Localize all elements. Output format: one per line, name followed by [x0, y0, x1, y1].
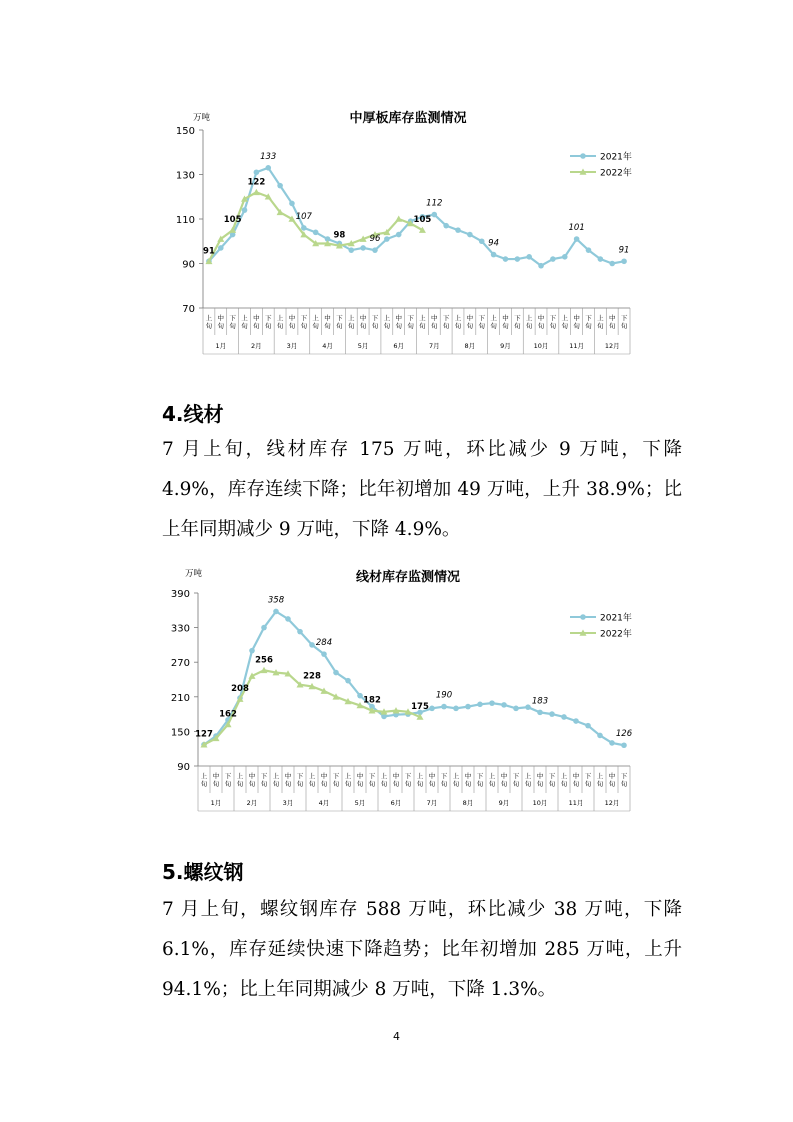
y-tick-label: 330 — [170, 623, 190, 635]
period-label: 中旬 — [217, 314, 225, 330]
month-label: 2月 — [246, 799, 258, 807]
legend-label: 2022年 — [600, 168, 632, 179]
data-point — [467, 232, 473, 238]
data-label: 256 — [255, 655, 273, 666]
data-label: 91 — [203, 246, 215, 257]
section-title-wire: 4.线材 — [162, 402, 224, 426]
data-point — [491, 252, 497, 258]
data-point — [265, 165, 271, 171]
period-label: 下旬 — [548, 772, 556, 788]
period-label: 中旬 — [392, 772, 400, 788]
period-label: 上旬 — [454, 314, 462, 330]
period-label: 下旬 — [371, 314, 379, 330]
period-label: 下旬 — [229, 314, 236, 330]
data-label: 105 — [223, 215, 242, 226]
data-point — [443, 223, 449, 229]
period-label: 上旬 — [344, 772, 352, 788]
period-label: 上旬 — [380, 772, 388, 788]
data-label: 96 — [369, 234, 381, 245]
period-label: 下旬 — [440, 772, 448, 788]
month-label: 7月 — [426, 799, 438, 807]
y-tick-label: 390 — [170, 589, 190, 600]
period-label: 下旬 — [264, 314, 272, 330]
period-label: 中旬 — [573, 314, 580, 330]
month-label: 5月 — [354, 799, 366, 807]
period-label: 中旬 — [356, 772, 364, 788]
data-label: 358 — [267, 595, 285, 606]
data-label: 183 — [531, 696, 549, 707]
period-label: 中旬 — [466, 314, 474, 330]
period-label: 上旬 — [272, 772, 280, 788]
month-label: 11月 — [568, 799, 584, 807]
legend-label: 2021年 — [600, 613, 632, 624]
series-line — [204, 611, 624, 745]
data-label: 107 — [295, 211, 312, 222]
period-label: 上旬 — [560, 772, 568, 788]
data-label: 190 — [435, 690, 453, 701]
data-point — [277, 183, 283, 189]
data-point — [609, 261, 615, 267]
data-point — [525, 704, 531, 710]
period-label: 下旬 — [296, 772, 304, 788]
data-point — [455, 227, 461, 233]
data-point — [372, 247, 378, 253]
month-label: 10月 — [532, 799, 548, 807]
data-label: 182 — [363, 695, 381, 706]
period-label: 下旬 — [407, 314, 414, 330]
data-label: 126 — [615, 729, 633, 740]
period-label: 上旬 — [488, 772, 496, 788]
month-label: 6月 — [393, 342, 405, 350]
data-label: 94 — [488, 238, 500, 249]
y-axis-unit: 万吨 — [185, 569, 203, 579]
data-point — [309, 642, 315, 648]
month-label: 4月 — [318, 799, 330, 807]
chart-title: 中厚板库存监测情况 — [349, 111, 467, 126]
period-label: 下旬 — [620, 772, 628, 788]
data-point — [549, 711, 555, 717]
data-point — [598, 256, 604, 262]
legend-label: 2022年 — [600, 629, 632, 640]
data-point — [573, 718, 579, 724]
y-tick-label: 90 — [182, 259, 195, 271]
period-label: 中旬 — [284, 772, 292, 788]
period-label: 下旬 — [442, 314, 450, 330]
period-label: 下旬 — [224, 772, 232, 788]
y-tick-label: 270 — [170, 658, 190, 670]
y-tick-label: 110 — [175, 215, 195, 226]
month-label: 5月 — [357, 342, 369, 350]
period-label: 上旬 — [308, 772, 316, 788]
data-point — [273, 609, 279, 615]
data-point — [621, 742, 627, 748]
data-point — [429, 706, 435, 712]
period-label: 上旬 — [236, 772, 244, 788]
period-label: 下旬 — [549, 314, 557, 330]
period-label: 上旬 — [276, 314, 284, 330]
period-label: 上旬 — [205, 314, 213, 330]
data-label: 208 — [231, 684, 249, 695]
period-label: 上旬 — [348, 314, 355, 330]
period-label: 中旬 — [324, 314, 331, 330]
legend-marker — [580, 153, 586, 159]
data-point — [621, 258, 627, 264]
data-point — [562, 254, 568, 260]
legend-label: 2021年 — [600, 152, 632, 163]
period-label: 上旬 — [597, 314, 604, 330]
y-tick-label: 90 — [177, 762, 190, 773]
period-label: 下旬 — [476, 772, 484, 788]
data-label: 101 — [568, 223, 585, 234]
period-label: 中旬 — [359, 314, 367, 330]
wire-inventory-chart — [0, 560, 793, 815]
y-tick-label: 70 — [182, 304, 195, 315]
period-label: 中旬 — [248, 772, 256, 788]
month-label: 3月 — [286, 342, 298, 350]
data-point — [561, 714, 567, 720]
data-point — [297, 629, 303, 635]
data-label: 133 — [260, 151, 277, 162]
data-point — [218, 245, 224, 251]
data-point — [477, 701, 483, 707]
month-label: 9月 — [498, 799, 510, 807]
y-tick-label: 210 — [170, 692, 190, 704]
chart-title: 线材库存监测情况 — [355, 570, 461, 585]
month-label: 12月 — [604, 799, 620, 807]
period-label: 中旬 — [253, 314, 260, 330]
period-label: 下旬 — [404, 772, 412, 788]
data-point — [503, 256, 509, 262]
period-label: 上旬 — [596, 772, 604, 788]
data-point — [609, 740, 615, 746]
period-label: 上旬 — [525, 314, 533, 330]
data-point — [479, 238, 485, 244]
period-label: 下旬 — [585, 314, 592, 330]
data-label: 91 — [618, 245, 630, 256]
y-axis-unit: 万吨 — [193, 113, 211, 123]
data-point — [396, 232, 402, 238]
rebar-paragraph: 7 月上旬，螺纹钢库存 588 万吨，环比减少 38 万吨，下降 6.1%，库存延续快速下降趋势；比年初增加 285 万吨，上升 94.1%；比上年同期减少 8 万吨，下降 1.3%。 — [162, 899, 682, 1000]
data-point — [285, 616, 291, 622]
y-tick-label: 130 — [175, 170, 195, 182]
data-label: 228 — [303, 671, 321, 682]
period-label: 中旬 — [320, 772, 328, 788]
data-point — [431, 212, 437, 218]
data-point — [301, 225, 307, 231]
plate-inventory-chart — [0, 100, 793, 365]
period-label: 中旬 — [500, 772, 508, 788]
data-point — [537, 710, 543, 716]
period-label: 下旬 — [368, 772, 376, 788]
data-label: 284 — [315, 638, 333, 649]
month-label: 1月 — [215, 342, 227, 350]
period-label: 下旬 — [584, 772, 592, 788]
period-label: 中旬 — [608, 314, 616, 330]
data-point — [441, 704, 447, 710]
period-label: 上旬 — [383, 314, 391, 330]
period-label: 中旬 — [537, 314, 545, 330]
data-point — [395, 216, 402, 222]
data-point — [526, 254, 532, 260]
period-label: 上旬 — [312, 314, 319, 330]
period-label: 下旬 — [332, 772, 340, 788]
data-point — [513, 706, 519, 712]
period-label: 下旬 — [260, 772, 268, 788]
period-label: 中旬 — [572, 772, 580, 788]
period-label: 下旬 — [478, 314, 485, 330]
series-line — [204, 670, 420, 744]
y-tick-label: 150 — [175, 126, 195, 137]
data-label: 127 — [195, 729, 213, 740]
month-label: 2月 — [251, 342, 262, 350]
data-point — [333, 670, 339, 676]
month-label: 11月 — [569, 342, 585, 350]
period-label: 下旬 — [620, 314, 628, 330]
period-label: 中旬 — [502, 314, 509, 330]
period-label: 中旬 — [288, 314, 296, 330]
data-point — [585, 723, 591, 729]
period-label: 上旬 — [524, 772, 532, 788]
month-label: 8月 — [464, 342, 476, 350]
data-point — [321, 651, 327, 657]
month-label: 6月 — [390, 799, 402, 807]
data-label: 175 — [411, 701, 429, 712]
period-label: 上旬 — [490, 314, 497, 330]
month-label: 9月 — [500, 342, 511, 350]
data-point — [574, 236, 580, 242]
period-label: 中旬 — [428, 772, 436, 788]
period-label: 中旬 — [431, 314, 438, 330]
data-point — [345, 678, 351, 684]
page-number: 4 — [393, 1030, 400, 1043]
month-label: 4月 — [322, 342, 333, 350]
month-label: 10月 — [533, 342, 549, 350]
data-point — [242, 207, 248, 213]
period-label: 上旬 — [200, 772, 208, 788]
data-point — [289, 201, 295, 207]
period-label: 中旬 — [608, 772, 616, 788]
data-label: 162 — [219, 709, 237, 720]
period-label: 中旬 — [464, 772, 472, 788]
data-point — [249, 648, 255, 654]
period-label: 中旬 — [536, 772, 544, 788]
period-label: 上旬 — [241, 314, 248, 330]
data-point — [253, 189, 260, 195]
month-label: 1月 — [210, 799, 222, 807]
data-point — [313, 230, 319, 236]
data-label: 98 — [333, 230, 346, 241]
data-point — [360, 245, 366, 251]
period-label: 中旬 — [212, 772, 220, 788]
section-title-rebar: 5.螺纹钢 — [162, 860, 244, 884]
month-label: 7月 — [428, 342, 440, 350]
data-point — [465, 704, 471, 710]
period-label: 下旬 — [300, 314, 308, 330]
data-point — [261, 625, 267, 631]
data-label: 112 — [426, 198, 443, 209]
data-label: 122 — [247, 177, 266, 188]
data-point — [357, 693, 363, 699]
data-point — [489, 700, 495, 706]
period-label: 下旬 — [336, 314, 343, 330]
period-label: 上旬 — [452, 772, 460, 788]
data-point — [453, 706, 459, 712]
data-point — [597, 733, 603, 739]
data-point — [254, 169, 260, 175]
data-point — [586, 247, 592, 253]
data-point — [538, 263, 544, 269]
month-label: 8月 — [462, 799, 474, 807]
y-tick-label: 150 — [170, 727, 190, 739]
data-point — [550, 256, 556, 262]
data-point — [348, 247, 354, 253]
data-label: 105 — [413, 215, 432, 226]
period-label: 上旬 — [416, 772, 424, 788]
period-label: 上旬 — [419, 314, 426, 330]
data-point — [515, 256, 521, 262]
data-point — [384, 236, 390, 242]
legend-marker — [580, 614, 586, 620]
data-point — [501, 702, 507, 708]
month-label: 3月 — [282, 799, 294, 807]
month-label: 12月 — [604, 342, 620, 350]
series-line — [209, 192, 422, 261]
period-label: 下旬 — [514, 314, 521, 330]
period-label: 上旬 — [561, 314, 569, 330]
wire-paragraph: 7 月上旬，线材库存 175 万吨，环比减少 9 万吨，下降 4.9%，库存连续下降；比年初增加 49 万吨，上升 38.9%；比上年同期减少 9 万吨，下降 4.9%。 — [162, 439, 682, 540]
period-label: 中旬 — [395, 314, 402, 330]
period-label: 下旬 — [512, 772, 520, 788]
